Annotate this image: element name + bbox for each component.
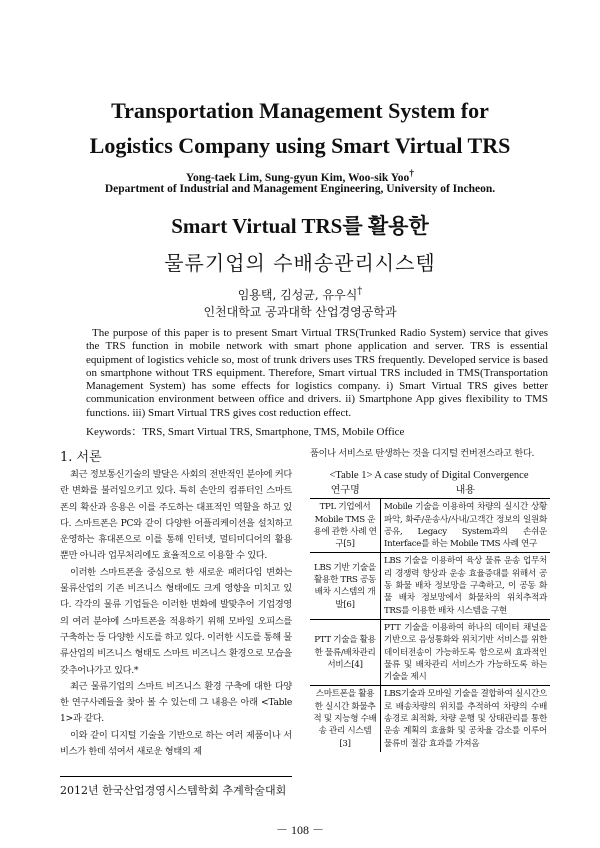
- authors-en: [0, 168, 600, 184]
- intro-paragraph-2: 이러한 스마트폰을 중심으로 한 새로운 패러다임 변화는 물류산업의 기존 비즈니스 형태에도 크게 영향을 미치고 있다. 각각의 물류 기업들은 이러한 변화에 발맞추어 기업경영의 여러 분야에 스마트폰을 적용하기 위해 모바일 오피스를 구축하는 등 다양한 시도를 하고 있다. 이러한 시도를 통해 물류산업의 비즈니스 형태도 스마트 비즈니스 환경으로 모습을 갖추어나가고 있다.*: [60, 566, 293, 676]
- table-header-study: 연구명: [310, 484, 381, 499]
- dagger-mark: †: [409, 168, 415, 179]
- table-cell-content: PTT 기술을 이용하여 하나의 데이터 채널을 기반으로 음성통화와 위치기반 서비스를 위한 데이터전송이 가능하도록 함으로써 효과적인 물류 및 배차관리 서비스가 가능하도록 하는 기술을 제시: [381, 619, 551, 685]
- table-header-content: 내용: [381, 484, 551, 499]
- authors-ko: [0, 286, 600, 303]
- section-title-introduction: 1. 서론: [60, 450, 102, 465]
- table-caption: <Table 1> A case study of Digital Convergence: [329, 470, 529, 481]
- table-cell-study: 스마트폰을 활용한 실시간 화물추적 및 지능형 수배송 관리 시스템[3]: [310, 686, 381, 752]
- table-row: [310, 553, 550, 619]
- conference-footer: 2012년 한국산업경영시스템학회 추계학술대회: [60, 784, 287, 797]
- affiliation-en: Department of Industrial and Management Engineering, University of Incheon.: [104, 183, 496, 195]
- dagger-mark-ko: †: [357, 286, 363, 297]
- affiliation-ko: 인천대학교 공과대학 산업경영공학과: [203, 305, 397, 319]
- right-column-intro: 품이나 서비스로 탄생하는 것을 디지털 컨버전스라고 한다.: [310, 448, 535, 459]
- table-row: [310, 686, 550, 752]
- intro-paragraph-3: 최근 물류기업의 스마트 비즈니스 환경 구축에 대한 다양한 연구사례들을 찾아 볼 수 있는데 그 내용은 아래 <Table 1>과 같다.: [60, 680, 292, 725]
- authors-ko-names: 임용택, 김성균, 유우식: [237, 288, 358, 302]
- intro-paragraph-1: 최근 정보통신기술의 발달은 사회의 전반적인 분야에 커다란 변화를 불러일으키고 있다. 특히 손안의 컴퓨터인 스마트폰의 확산과 응용은 이를 주도하는 대표적인 역할을 하고 있다. 스마트폰은 PC와 같이 다양한 어플리케이션을 설치하고 운영하는 휴대폰으로 이를 통해 인터넷, 멀티미디어의 활용뿐만 아니라 업무처리에도 효율적으로 이용할 수 있다.: [60, 469, 292, 562]
- paper-title-line-2: Logistics Company using Smart Virtual TRS: [89, 133, 511, 158]
- table-cell-content: Mobile 기술을 이용하여 차량의 실시간 상황파악, 화주/운송사/사내/고객간 정보의 일원화 공유, Legacy System과의 손쉬운 Interface를 하는 Mobile TMS 사례 연구: [381, 499, 551, 553]
- footnote-divider: [60, 776, 292, 777]
- intro-paragraph-4: 이와 같이 디지털 기술을 기반으로 하는 여러 제품이나 서비스가 한데 섞여서 새로운 형태의 제: [60, 729, 292, 758]
- table-cell-content: LBS 기술을 이용하여 육상 물류 운송 업무처리 경쟁력 향상과 운송 효율증대를 위해서 공동 화물 배차 정보망을 구축하고, 이 공동 화물 배차 정보망에서 화물차의 위치추적과 TRS를 이용한 배차 시스템을 구현: [381, 553, 551, 619]
- korean-title-line-1: Smart Virtual TRS를 활용한: [171, 214, 429, 238]
- table-cell-content: LBS기술과 모바일 기술을 결합하여 실시간으로 배송차량의 위치를 추적하여 차량의 수배송경로 최적화, 차량 운행 및 상태관리를 통한 운송 계획의 효율화 및 공차율 감소를 이루어 물류비 절감 효과를 가져옴: [381, 686, 551, 752]
- table-row: [310, 499, 550, 553]
- table-cell-study: PTT 기술을 활용한 물류/배차관리 서비스[4]: [310, 619, 381, 685]
- table-cell-study: LBS 기반 기술을 활용한 TRS 공동 배차 시스템의 개발[6]: [310, 553, 381, 619]
- table-cell-study: TPL 기업에서 Mobile TMS 운용에 관한 사례 연구[5]: [310, 499, 381, 553]
- page-number: － 108 －: [275, 823, 324, 837]
- paper-title-line-1: Transportation Management System for: [111, 98, 489, 123]
- table-header-row: [310, 484, 550, 499]
- korean-title-line-2: 물류기업의 수배송관리시스템: [164, 251, 436, 275]
- introduction-body: [60, 467, 292, 760]
- table-row: [310, 619, 550, 685]
- abstract: The purpose of this paper is to present Smart Virtual TRS(Trunked Radio System) service that gives the TRS function in mobile network with smart phone application and server. TRS is essential equipment of logistics vehicle so, most of trunk drivers uses TRS frequently. Developed service is based on smartphone without TRS equipment. Therefore, Smart virtual TRS included in TMS(Transportation Management System) has some effects for logistics company. i) Smart Virtual TRS gives better communication environment between office and drivers. ii) Smartphone App gives flexibility to TMS functions. iii) Smart Virtual TRS gives cost reduction effect.: [86, 327, 548, 419]
- convergence-table: [310, 484, 550, 752]
- keywords: Keywords：TRS, Smart Virtual TRS, Smartphone, TMS, Mobile Office: [86, 426, 405, 438]
- authors-en-names: Yong-taek Lim, Sung-gyun Kim, Woo-sik Yoo: [185, 171, 410, 184]
